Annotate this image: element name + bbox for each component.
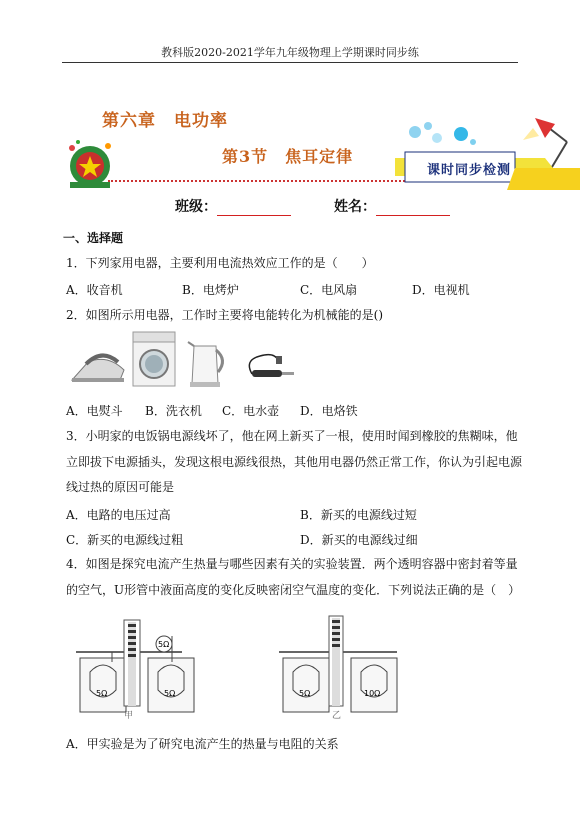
q2-option-c[interactable]: C．电水壶 [222, 404, 280, 418]
class-blank[interactable] [217, 201, 291, 216]
q2-option-a[interactable]: A．电熨斗 [66, 404, 123, 418]
class-field[interactable] [175, 196, 291, 216]
class-label: 班级： [175, 199, 217, 215]
q3-option-a[interactable]: A．电路的电压过高 [66, 508, 171, 522]
part-title: 一、选择题 [63, 231, 124, 245]
name-label: 姓名： [334, 199, 376, 215]
q2-option-b[interactable]: B．洗衣机 [145, 404, 202, 418]
q2-option-d[interactable]: D．电烙铁 [300, 404, 358, 418]
page-header: 教科版2020-2021学年九年级物理上学期课时同步练 [161, 46, 419, 59]
q3-option-c[interactable]: C．新买的电源线过粗 [66, 533, 184, 547]
banner-label: 课时同步检测 [426, 163, 511, 178]
q1-stem: 1．下列家用电器，主要利用电流热效应工作的是（ ） [66, 256, 374, 270]
right-r1-label: 5Ω [299, 689, 311, 698]
banner-decoration [395, 112, 580, 190]
experiment-figure-left [72, 612, 212, 722]
right-r2-label: 10Ω [364, 689, 381, 698]
q3-option-b[interactable]: B．新买的电源线过短 [300, 508, 417, 522]
fig-right-label: 乙 [332, 711, 342, 721]
left-r2-label: 5Ω [164, 689, 176, 698]
q2-stem: 2．如图所示用电器，工作时主要将电能转化为机械能的是() [66, 308, 384, 322]
q1-option-c[interactable]: C．电风扇 [300, 283, 358, 297]
q3-line-2: 立即拔下电源插头，发现这根电源线很热，其他用电器仍然正常工作，你认为引起电源 [66, 455, 523, 469]
chapter-title: 第六章 电功率 [102, 111, 228, 131]
q4-option-a[interactable]: A．甲实验是为了研究电流产生的热量与电阻的关系 [66, 737, 339, 751]
name-blank[interactable] [376, 201, 450, 216]
soldering-iron-image [244, 350, 298, 386]
washing-machine-image [131, 330, 177, 388]
q4-line-1: 4．如图是探究电流产生热量与哪些因素有关的实验装置．两个透明容器中密封着等量 [66, 557, 518, 571]
q3-line-1: 3．小明家的电饭锅电源线坏了，他在网上新买了一根，使用时闻到橡胶的焦糊味，他 [66, 429, 518, 443]
fig-left-label: 甲 [124, 711, 134, 721]
iron-image [68, 340, 128, 388]
experiment-figure-right [275, 612, 415, 722]
section-title: 第3节 焦耳定律 [222, 147, 354, 166]
left-r3-label: 5Ω [158, 640, 170, 649]
name-field[interactable] [334, 196, 450, 216]
q1-option-a[interactable]: A．收音机 [66, 283, 123, 297]
left-r1-label: 5Ω [96, 689, 108, 698]
q3-line-3: 线过热的原因可能是 [66, 480, 175, 494]
header-rule [62, 62, 518, 63]
q3-option-d[interactable]: D．新买的电源线过细 [300, 533, 418, 547]
q1-option-d[interactable]: D．电视机 [412, 283, 470, 297]
banner-divider [108, 180, 408, 182]
q4-line-2: 的空气，U形管中液面高度的变化反映密闭空气温度的变化．下列说法正确的是（ ） [66, 583, 521, 597]
kettle-image [186, 336, 228, 388]
q1-option-b[interactable]: B．电烤炉 [182, 283, 239, 297]
